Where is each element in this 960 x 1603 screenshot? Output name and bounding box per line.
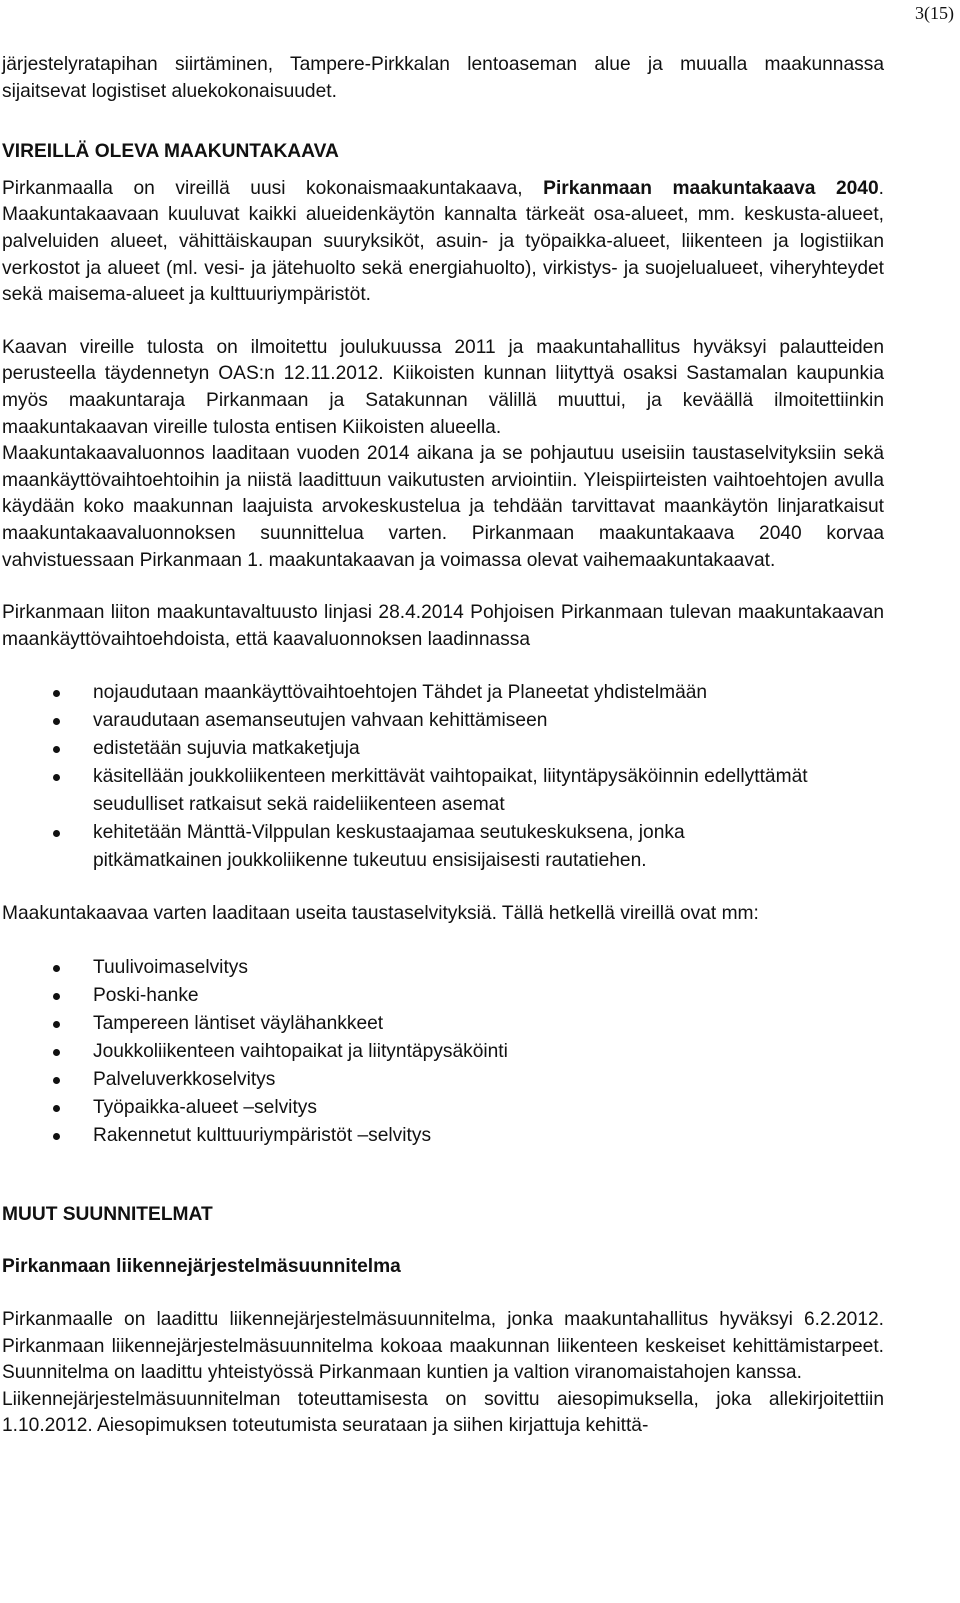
paragraph-liikennejarjestelma: Pirkanmaalle on laadittu liikennejärjestelmäsuunnitelma, jonka maakuntahallitus hyväksyi 6.2.2012. Pirkanmaan liikennejärjestelmäsuunnitelma kokoaa maakunnan liikenteen keskeiset kehittämistarpeet. Suunnitelma on laadittu yhteistyössä Pirkanmaan kuntien ja valtion viranomaistahojen kanssa. [2, 1309, 884, 1384]
paragraph-aiesopimus: Liikennejärjestelmäsuunnitelman toteuttamisesta on sovittu aiesopimuksella, joka allekirjoitettiin 1.10.2012. Aiesopimuksen toteutumista seurataan ja siihen kirjattuja kehittä- [2, 1388, 884, 1437]
policy-bullet-list [2, 679, 884, 875]
continued-paragraph: järjestelyratapihan siirtäminen, Tampere-Pirkkalan lentoaseman alue ja muualla maakunnassa sijaitsevat logistiset aluekokonaisuudet. [2, 54, 884, 102]
list-item: nojaudutaan maankäyttövaihtoehtojen Tähdet ja Planeetat yhdistelmään [2, 679, 813, 707]
paragraph-text: . Maakuntakaavaan kuuluvat kaikki alueidenkäytön kannalta tärkeät osa-alueet, mm. keskusta-alueet, palveluiden alueet, vähittäiskaupan suuryksiköt, asuin- ja työpaikka-alueet, liikenteen ja logistiikan verkostot ja alueet (ml. vesi- ja jätehuolto sekä energiahuolto), virkistys- ja suojelualueet, viheryhteydet sekä maisema-alueet ja kulttuuriympäristöt. [2, 177, 884, 306]
list-item: kehitetään Mänttä-Vilppulan keskustaajamaa seutukeskuksena, jonka pitkämatkainen joukkoliikenne tukeutuu ensisijaisesti rautatiehen. [2, 819, 813, 875]
bold-plan-name: Pirkanmaan maakuntakaava 2040 [543, 177, 879, 199]
paragraph-luonnos: Maakuntakaavaluonnos laaditaan vuoden 2014 aikana ja se pohjautuu useisiin taustaselvityksiin sekä maankäyttövaihtoehtoihin ja niistä laadittuun vaikutusten arviointiin. Yleispiirteisten vaihtoehtojen avulla käydään koko maakunnan laajuista arvokeskustelua ja tehdään tarvittavat maankäytön linjaratkaisut maakuntakaavaluonnoksen suunnittelua varten. Pirkanmaan maakuntakaava 2040 korvaa vahvistuessaan Pirkanmaan 1. maakuntakaavan ja voimassa olevat vaihemaakuntakaavat. [2, 443, 884, 571]
list-item: Palveluverkkoselvitys [2, 1066, 813, 1094]
list-item: käsitellään joukkoliikenteen merkittävät vaihtopaikat, liityntäpysäköinnin edellyttämät seudulliset ratkaisut sekä raideliikenteen asemat [2, 763, 813, 819]
list-item: Rakennetut kulttuuriympäristöt –selvitys [2, 1122, 813, 1150]
page-number: 3(15) [915, 3, 954, 23]
list-item: Poski-hanke [2, 982, 813, 1010]
section-heading-vireilla: VIREILLÄ OLEVA MAAKUNTAKAAVA [2, 141, 339, 163]
list-item: varaudutaan asemanseutujen vahvaan kehittämiseen [2, 707, 813, 735]
paragraph-vireille-tulo: Kaavan vireille tulosta on ilmoitettu joulukuussa 2011 ja maakuntahallitus hyväksyi palautteiden perusteella täydennetyn OAS:n 12.11.2012. Kiikoisten kunnan liityttyä osaksi Sastamalan kaupunkia myös maakuntaraja Pirkanmaan ja Satakunnan välillä muuttui, ja keväällä ilmoitettiinkin maakuntakaavan vireille tulosta entisen Kiikoisten alueella. [2, 336, 884, 438]
list-item: Joukkoliikenteen vaihtopaikat ja liityntäpysäköinti [2, 1038, 813, 1066]
subheading-liikennejarjestelma: Pirkanmaan liikennejärjestelmäsuunnitelma [2, 1256, 401, 1278]
paragraph-maakuntakaava-intro [2, 176, 884, 309]
paragraph-text: Pirkanmaalla on vireillä uusi kokonaismaakuntakaava, [2, 177, 544, 199]
list-item: Tuulivoimaselvitys [2, 954, 813, 982]
list-item: edistetään sujuvia matkaketjuja [2, 735, 813, 763]
paragraph-taustaselvitykset: Maakuntakaavaa varten laaditaan useita taustaselvityksiä. Tällä hetkellä vireillä ovat mm: [2, 903, 759, 925]
list-item: Tampereen läntiset väylähankkeet [2, 1010, 813, 1038]
section-heading-muut: MUUT SUUNNITELMAT [2, 1203, 213, 1225]
page-content [2, 52, 884, 1440]
paragraph-maakuntavaltuusto: Pirkanmaan liiton maakuntavaltuusto linjasi 28.4.2014 Pohjoisen Pirkanmaan tulevan maakuntakaavan maankäyttövaihtoehdoista, että kaavaluonnoksen laadinnassa [2, 602, 884, 650]
study-bullet-list [2, 954, 884, 1150]
list-item: Työpaikka-alueet –selvitys [2, 1094, 813, 1122]
